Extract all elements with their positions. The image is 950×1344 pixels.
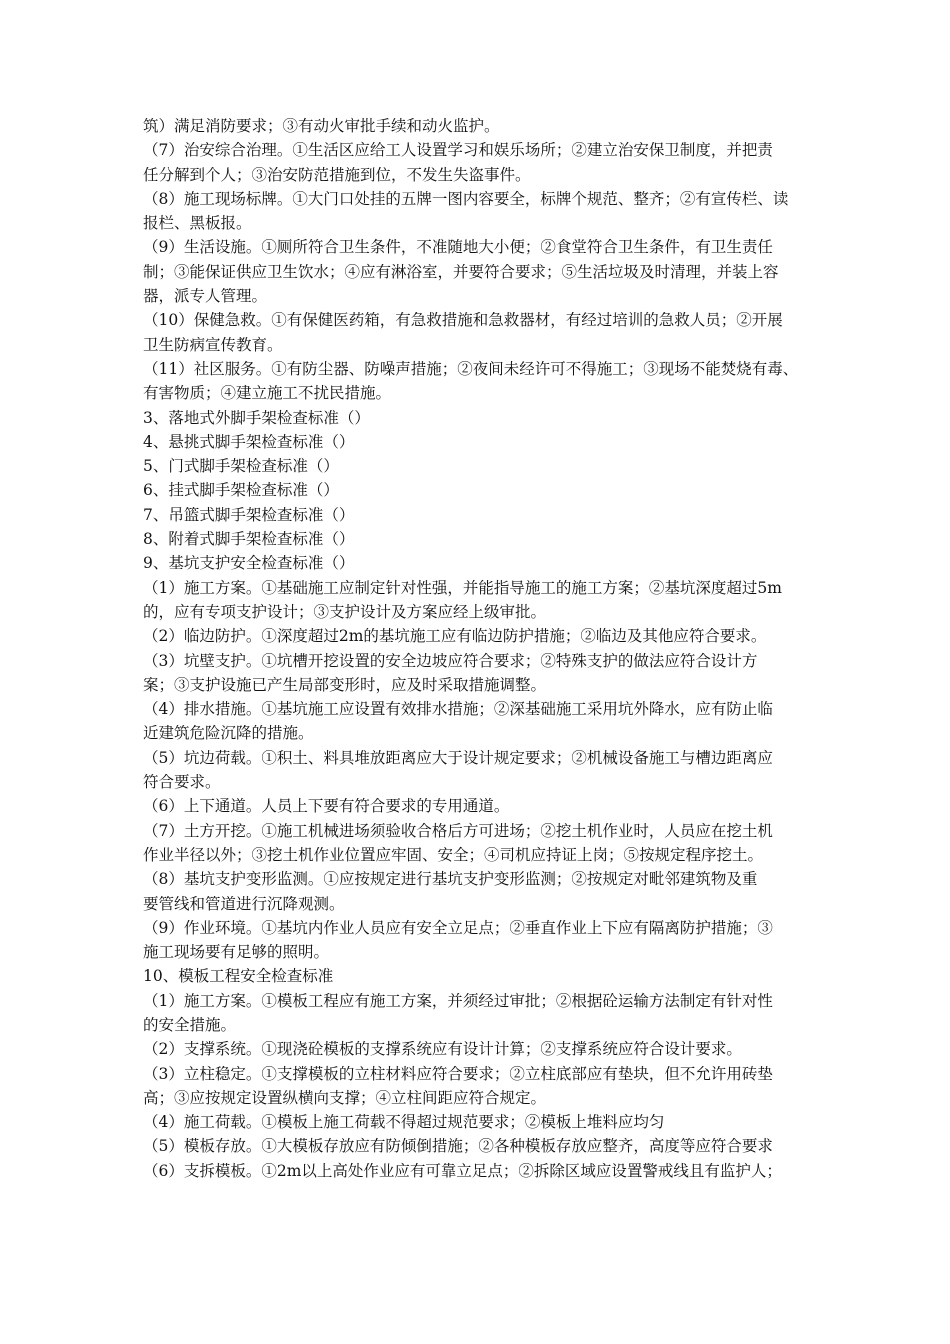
text-line: （5）模板存放。①大模板存放应有防倾倒措施；②各种模板存放应整齐，高度等应符合要求 xyxy=(143,1137,773,1156)
text-line: （7）治安综合治理。①生活区应给工人设置学习和娱乐场所；②建立治安保卫制度，并把责 xyxy=(143,141,773,160)
text-line: 器，派专人管理。 xyxy=(143,287,268,306)
document-page xyxy=(143,114,813,1183)
text-line: （7）土方开挖。①施工机械进场须验收合格后方可进场；②挖土机作业时，人员应在挖土机 xyxy=(143,821,773,840)
text-line: 筑）满足消防要求；③有动火审批手续和动火监护。 xyxy=(143,117,500,135)
text-line: 任分解到个人；③治安防范措施到位，不发生失盗事件。 xyxy=(143,165,531,184)
text-line: （9）生活设施。①厕所符合卫生条件，不准随地大小便；②食堂符合卫生条件，有卫生责任 xyxy=(143,238,773,257)
text-line: 制；③能保证供应卫生饮水；④应有淋浴室，并要符合要求；⑤生活垃圾及时清理，并装上容 xyxy=(143,262,779,281)
text-line: 有害物质；④建立施工不扰民措施。 xyxy=(143,384,392,403)
text-line: 9、基坑支护安全检查标准（） xyxy=(143,554,355,573)
text-line: 的安全措施。 xyxy=(143,1015,237,1034)
text-line: （4）施工荷载。①模板上施工荷载不得超过规范要求；②模板上堆料应均匀 xyxy=(143,1113,665,1132)
text-line: 4、悬挑式脚手架检查标准（） xyxy=(143,432,355,451)
text-line: （2）临边防护。①深度超过2m的基坑施工应有临边防护措施；②临边及其他应符合要求。 xyxy=(143,627,767,646)
text-line: 6、挂式脚手架检查标准（） xyxy=(143,481,339,500)
text-line: （9）作业环境。①基坑内作业人员应有安全立足点；②垂直作业上下应有隔离防护措施；③ xyxy=(143,918,773,937)
text-line: 符合要求。 xyxy=(143,773,221,792)
text-line: 作业半径以外；③挖土机作业位置应牢固、安全；④司机应持证上岗；⑤按规定程序挖土。 xyxy=(143,845,764,864)
text-line: 近建筑危险沉降的措施。 xyxy=(143,724,314,743)
text-line: （1）施工方案。①模板工程应有施工方案，并须经过审批；②根据砼运输方法制定有针对性 xyxy=(143,991,773,1010)
text-line: （6）支拆模板。①2m以上高处作业应有可靠立足点；②拆除区域应设置警戒线且有监护人； xyxy=(143,1161,782,1180)
text-line: （8）施工现场标牌。①大门口处挂的五牌一图内容要全，标牌个规范、整齐；②有宣传栏、读 xyxy=(143,189,789,208)
text-line: （1）施工方案。①基础施工应制定针对性强，并能指导施工的施工方案；②基坑深度超过5m xyxy=(143,578,782,597)
text-line: 要管线和管道进行沉降观测。 xyxy=(143,894,345,913)
text-line: 3、落地式外脚手架检查标准（） xyxy=(143,408,370,427)
text-line: （8）基坑支护变形监测。①应按规定进行基坑支护变形监测；②按规定对毗邻建筑物及重 xyxy=(143,870,758,889)
text-line: 施工现场要有足够的照明。 xyxy=(143,943,330,962)
text-line: （3）立柱稳定。①支撑模板的立柱材料应符合要求；②立柱底部应有垫块，但不允许用砖垫 xyxy=(143,1064,773,1083)
text-line: 的，应有专项支护设计；③支护设计及方案应经上级审批。 xyxy=(143,602,547,621)
text-line: （3）坑壁支护。①坑槽开挖设置的安全边坡应符合要求；②特殊支护的做法应符合设计方 xyxy=(143,651,758,670)
text-line: 8、附着式脚手架检查标准（） xyxy=(143,530,355,549)
text-line: 高；③应按规定设置纵横向支撑；④立柱间距应符合规定。 xyxy=(143,1088,547,1107)
text-line: 7、吊篮式脚手架检查标准（） xyxy=(143,505,355,524)
text-line: （2）支撑系统。①现浇砼模板的支撑系统应有设计计算；②支撑系统应符合设计要求。 xyxy=(143,1040,742,1059)
text-line: 案；③支护设施已产生局部变形时，应及时采取措施调整。 xyxy=(143,675,547,694)
text-line: （6）上下通道。人员上下要有符合要求的专用通道。 xyxy=(143,797,510,816)
text-line: 10、模板工程安全检查标准 xyxy=(143,967,334,986)
text-line: （10）保健急救。①有保健医药箱，有急救措施和急救器材，有经过培训的急救人员；②开展 xyxy=(143,311,783,330)
text-line: 卫生防病宣传教育。 xyxy=(143,335,283,354)
text-line: （5）坑边荷载。①积土、料具堆放距离应大于设计规定要求；②机械设备施工与槽边距离应 xyxy=(143,748,773,767)
text-line: 5、门式脚手架检查标准（） xyxy=(143,457,339,476)
text-line: （4）排水措施。①基坑施工应设置有效排水措施；②深基础施工采用坑外降水，应有防止临 xyxy=(143,700,773,719)
text-line: （11）社区服务。①有防尘器、防噪声措施；②夜间未经许可不得施工；③现场不能焚烧有毒、 xyxy=(143,359,799,378)
text-line: 报栏、黑板报。 xyxy=(143,214,252,233)
